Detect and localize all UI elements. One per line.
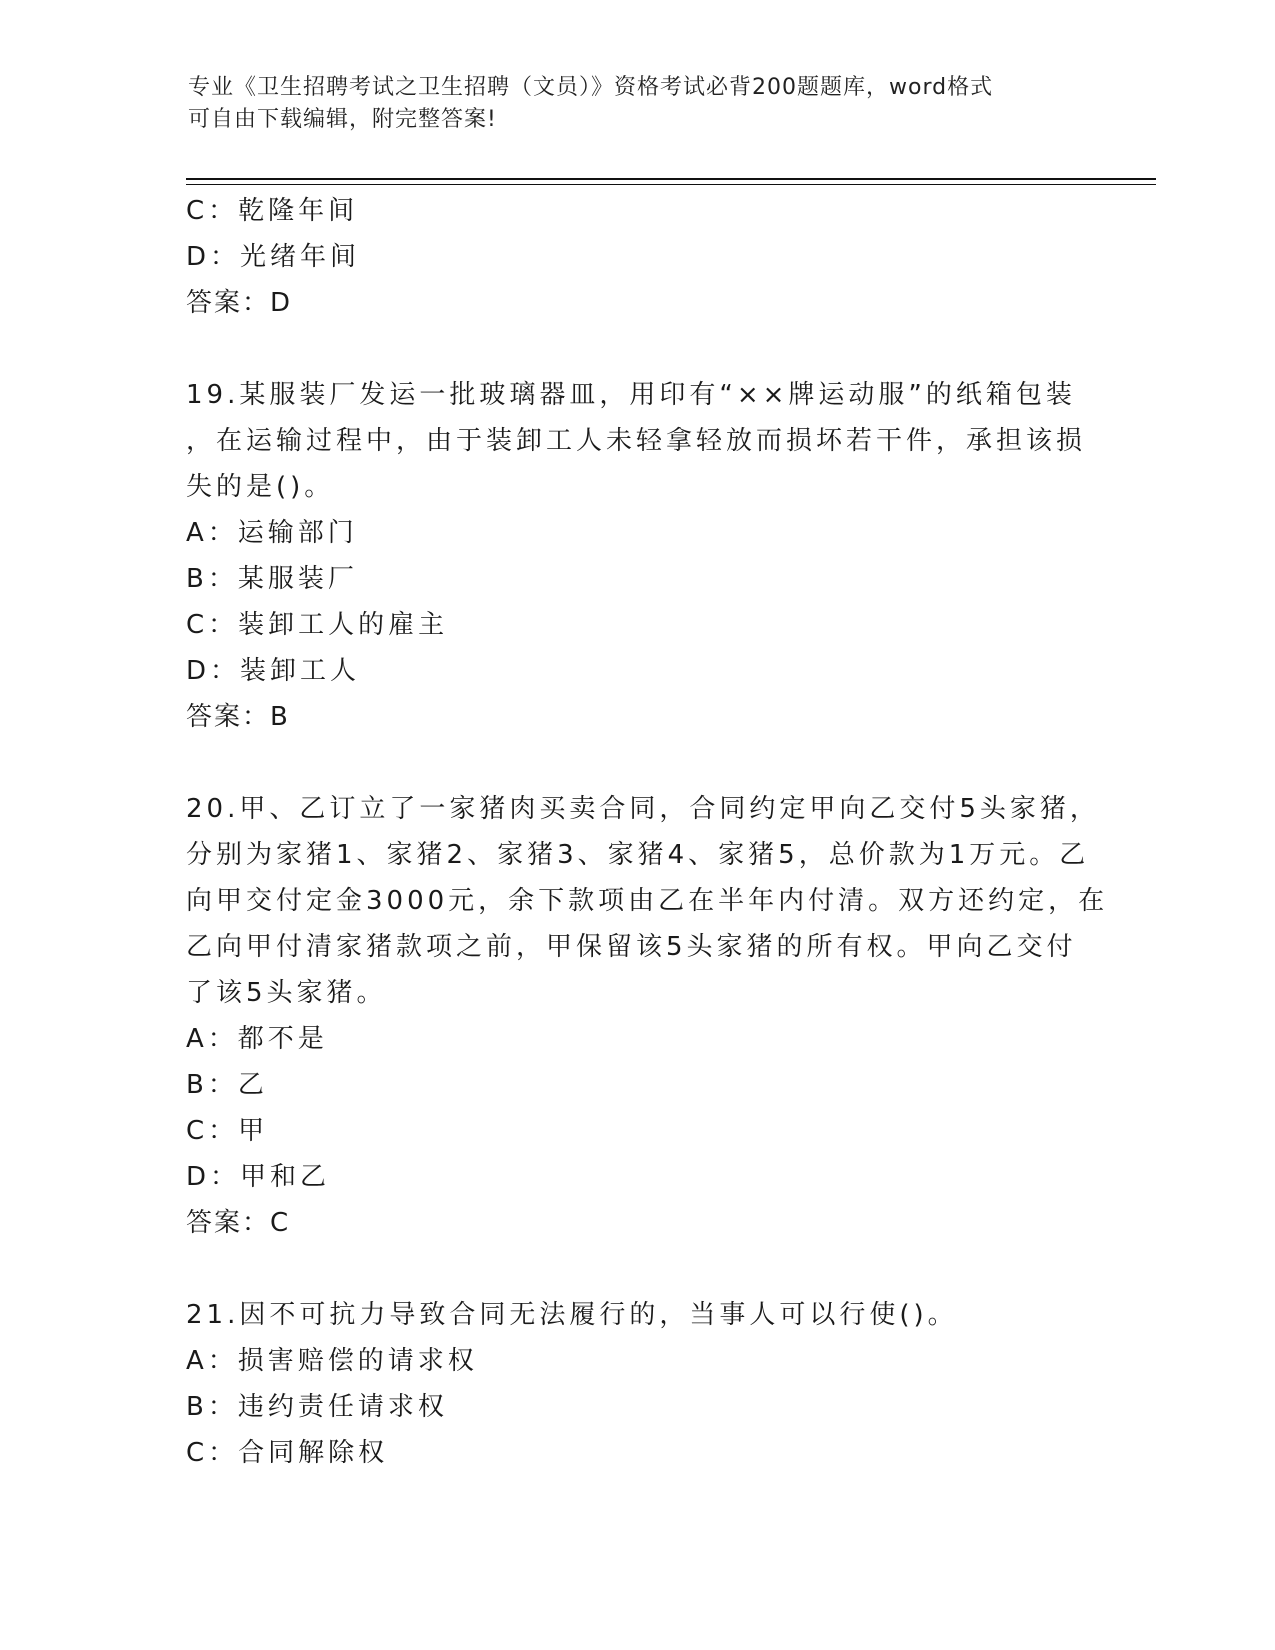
q20-option-a: A：都不是 bbox=[186, 1024, 328, 1054]
q20-stem-line-5: 了该5头家猪。 bbox=[186, 978, 387, 1008]
q20-stem-line-4: 乙向甲付清家猪款项之前，甲保留该5头家猪的所有权。甲向乙交付 bbox=[186, 932, 1077, 962]
q20-stem-line-1: 20.甲、乙订立了一家猪肉买卖合同，合同约定甲向乙交付5头家猪， bbox=[186, 794, 1100, 824]
q20-option-b: B：乙 bbox=[186, 1070, 268, 1100]
q18-option-c: C：乾隆年间 bbox=[186, 196, 359, 226]
question-content bbox=[186, 188, 1109, 1476]
q19-stem-line-2: ，在运输过程中，由于装卸工人未轻拿轻放而损坏若干件，承担该损 bbox=[186, 426, 1087, 456]
q20-stem-line-2: 分别为家猪1、家猪2、家猪3、家猪4、家猪5，总价款为1万元。乙 bbox=[186, 840, 1090, 870]
q20-option-d: D：甲和乙 bbox=[186, 1162, 331, 1192]
q21-option-b: B：违约责任请求权 bbox=[186, 1392, 448, 1422]
q19-answer: 答案：B bbox=[186, 702, 290, 732]
header-line-1: 专业《卫生招聘考试之卫生招聘（文员）》资格考试必背200题题库，word格式 bbox=[188, 75, 994, 100]
q21-stem-line-1: 21.因不可抗力导致合同无法履行的，当事人可以行使()。 bbox=[186, 1300, 958, 1330]
q19-stem-line-1: 19.某服装厂发运一批玻璃器皿，用印有“××牌运动服”的纸箱包装 bbox=[186, 380, 1076, 410]
header-line-2: 可自由下载编辑，附完整答案! bbox=[188, 107, 497, 132]
q21-option-a: A：损害赔偿的请求权 bbox=[186, 1346, 478, 1376]
q19-stem-line-3: 失的是()。 bbox=[186, 472, 335, 502]
q20-option-c: C：甲 bbox=[186, 1116, 269, 1146]
q19-option-c: C：装卸工人的雇主 bbox=[186, 610, 449, 640]
document-header bbox=[188, 72, 1068, 136]
q19-option-a: A：运输部门 bbox=[186, 518, 358, 548]
question-18-tail bbox=[186, 188, 1086, 326]
q20-answer: 答案：C bbox=[186, 1208, 291, 1238]
q18-option-d: D：光绪年间 bbox=[186, 242, 361, 272]
header-rule-thick bbox=[186, 178, 1156, 180]
q18-answer: 答案：D bbox=[186, 288, 293, 318]
q19-option-d: D：装卸工人 bbox=[186, 656, 361, 686]
header-rule-thin bbox=[186, 184, 1156, 185]
q19-option-b: B：某服装厂 bbox=[186, 564, 358, 594]
q21-option-c: C：合同解除权 bbox=[186, 1438, 389, 1468]
q20-stem-line-3: 向甲交付定金3000元，余下款项由乙在半年内付清。双方还约定，在 bbox=[186, 886, 1109, 916]
